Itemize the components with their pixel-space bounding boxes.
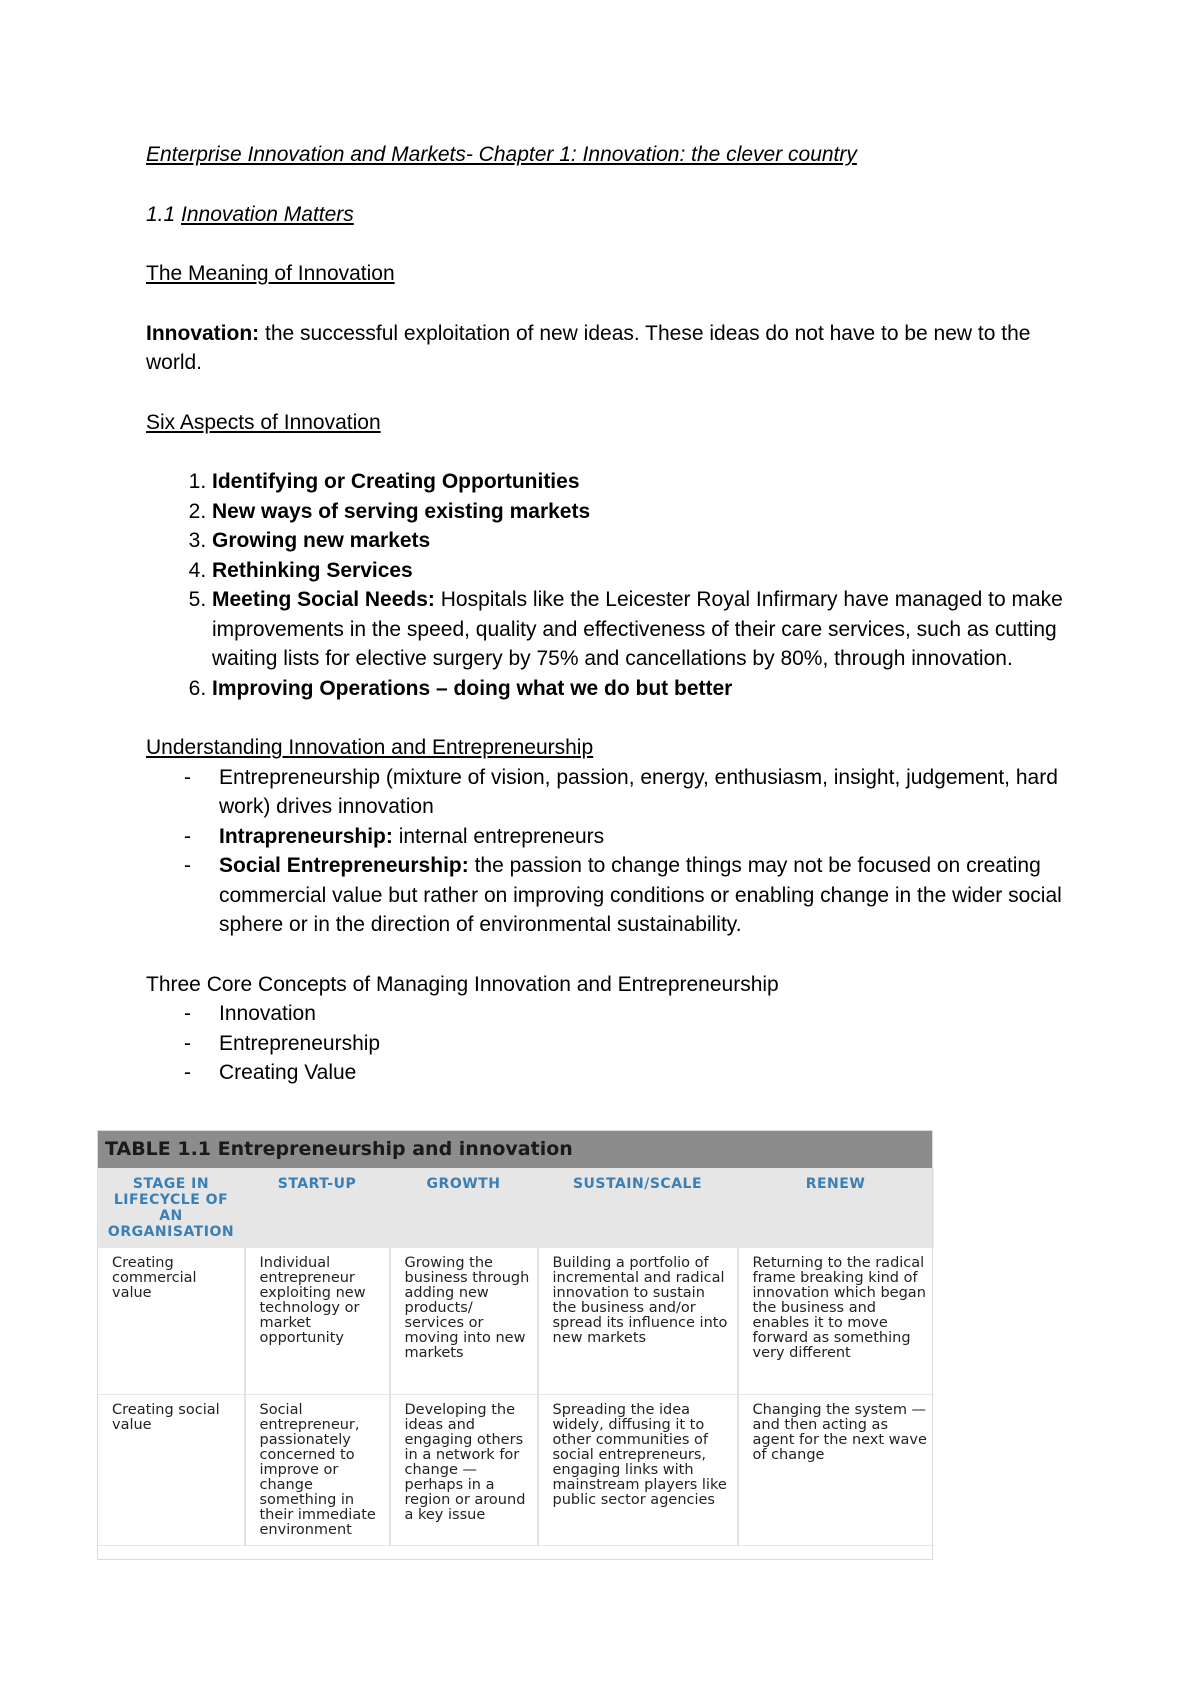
list-item: - Innovation: [146, 999, 1076, 1029]
item-term: Social Entrepreneurship:: [219, 854, 469, 877]
section-heading: [146, 200, 1076, 230]
innovation-definition: the successful exploitation of new ideas. These ideas do not have to be new to the world.: [146, 321, 1031, 374]
table-header-cell: SUSTAIN/SCALE: [538, 1168, 738, 1248]
aspect-title: New ways of serving existing markets: [212, 499, 591, 523]
table-cell: Spreading the idea widely, diffusing it to other communities of social entrepreneurs, engaging links with mainstream players like public sector agencies: [538, 1395, 738, 1546]
innovation-term: Innovation:: [146, 321, 260, 345]
aspect-title: Identifying or Creating Opportunities: [212, 470, 580, 493]
aspect-title: Rethinking Services: [212, 558, 413, 582]
table-cell: Changing the system — and then acting as agent for the next wave of change: [738, 1395, 934, 1546]
item-text: internal entrepreneurs: [392, 824, 605, 848]
list-item: [212, 585, 1076, 674]
table-cell: Creating commercial value: [98, 1248, 245, 1395]
table-row: [98, 1248, 934, 1395]
aspect-title: Meeting Social Needs:: [212, 588, 435, 611]
list-item: [146, 851, 1076, 940]
list-item: [212, 674, 1076, 704]
innovation-definition-paragraph: [146, 319, 1076, 378]
item-text: the passion to change things may not be focused on creating commercial value but rather on improving conditions or enabling change in the wider social sphere or in the direction of environmental sustainability.: [219, 854, 1062, 936]
document-title: Enterprise Innovation and Markets- Chapter 1: Innovation: the clever country: [146, 143, 857, 166]
list-item: [146, 822, 1076, 852]
list-item: [212, 556, 1076, 586]
table-figure: [97, 1130, 933, 1560]
table-header-cell: STAGE IN LIFECYCLE OF AN ORGANISATION: [98, 1168, 245, 1248]
item-text: Entrepreneurship (mixture of vision, passion, energy, enthusiasm, insight, judgement, hard work) drives innovation: [219, 765, 1058, 818]
table-cell: Individual entrepreneur exploiting new technology or market opportunity: [245, 1248, 390, 1395]
aspect-text: Hospitals like the Leicester Royal Infirmary have managed to make improvements in the speed, quality and effectiveness of their care services, such as cutting waiting lists for elective surgery by 75% and cancellations by 80%, through innovation.: [212, 588, 1063, 670]
table-header-cell: START-UP: [245, 1168, 390, 1248]
table-header-cell: RENEW: [738, 1168, 934, 1248]
list-item: - Entrepreneurship: [146, 1029, 1076, 1059]
list-item: [212, 497, 1076, 527]
list-item: [146, 763, 1076, 822]
table-cell: Social entrepreneur, passionately concerned to improve or change something in their immediate environment: [245, 1395, 390, 1546]
table-header-row: [98, 1168, 934, 1248]
item-term: Intrapreneurship:: [219, 824, 393, 848]
table-title: TABLE 1.1 Entrepreneurship and innovation: [97, 1130, 933, 1168]
aspect-title: Improving Operations – doing what we do but better: [212, 676, 733, 700]
section-title: Innovation Matters: [181, 202, 354, 226]
aspects-heading: Six Aspects of Innovation: [146, 410, 381, 434]
core-concepts-heading: Three Core Concepts of Managing Innovation and Entrepreneurship: [146, 972, 779, 996]
list-item: [212, 526, 1076, 556]
table-cell: Building a portfolio of incremental and radical innovation to sustain the business and/or spread its influence into new markets: [538, 1248, 738, 1395]
table-header-cell: GROWTH: [390, 1168, 538, 1248]
table-row: [98, 1395, 934, 1546]
table-cell: Growing the business through adding new products/ services or moving into new markets: [390, 1248, 538, 1395]
aspects-list: [146, 467, 1076, 703]
table-cell: Returning to the radical frame breaking kind of innovation which began the business and enables it to move forward as something very different: [738, 1248, 934, 1395]
core-concepts-list: [146, 999, 1076, 1088]
entrepreneurship-table: [97, 1168, 934, 1546]
table-cell: Developing the ideas and engaging others in a network for change — perhaps in a region or around a key issue: [390, 1395, 538, 1546]
aspect-title: Growing new markets: [212, 529, 431, 552]
list-item: [212, 467, 1076, 497]
section-number: 1.1: [146, 202, 182, 226]
table-cell: Creating social value: [98, 1395, 245, 1546]
understanding-list: [146, 763, 1076, 940]
document-body: [146, 140, 1076, 1088]
meaning-heading: The Meaning of Innovation: [146, 262, 395, 285]
understanding-heading: Understanding Innovation and Entrepreneurship: [146, 736, 594, 759]
list-item: - Creating Value: [146, 1058, 1076, 1088]
